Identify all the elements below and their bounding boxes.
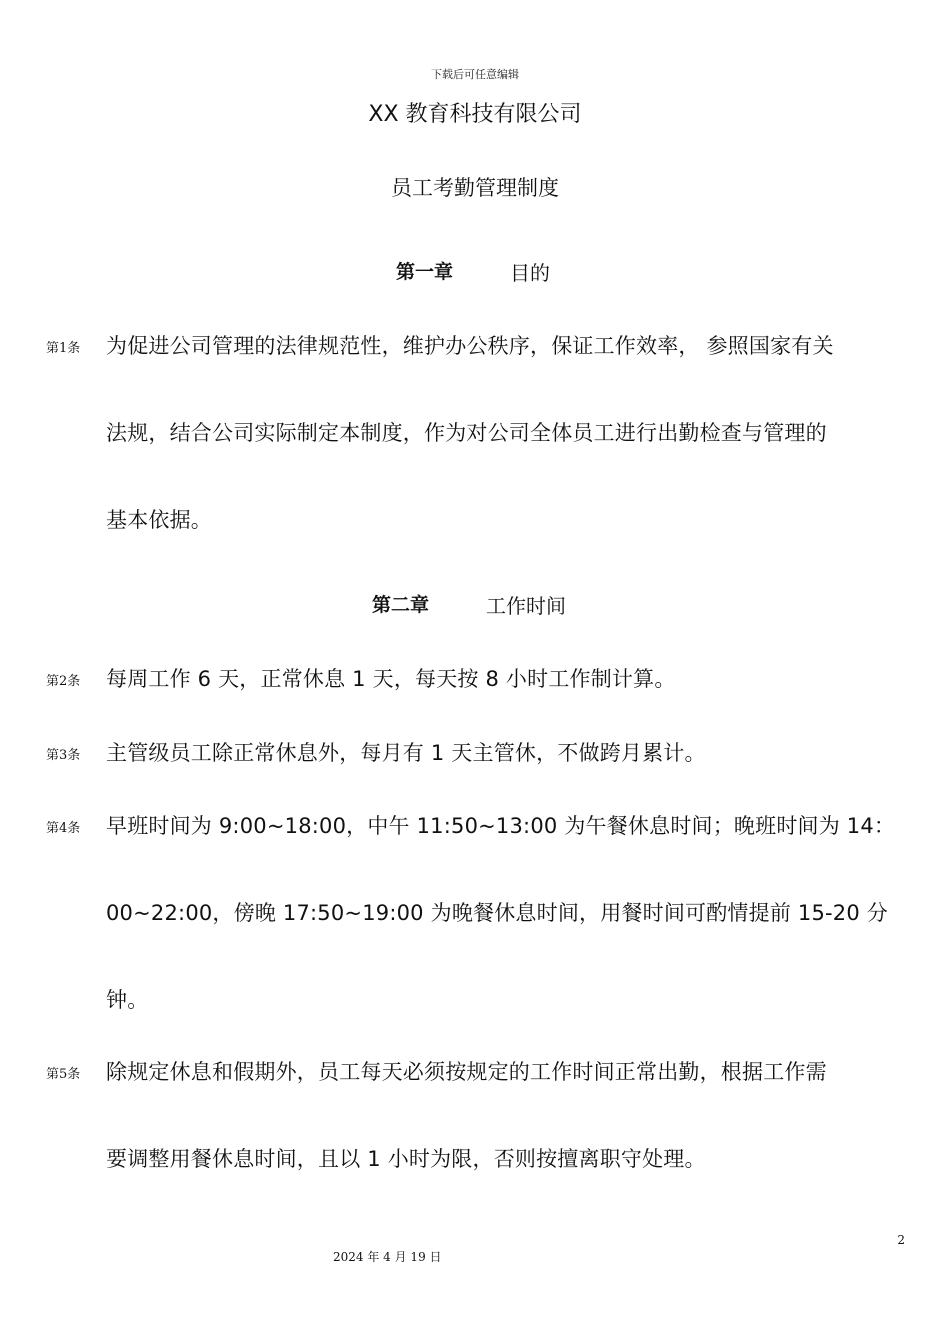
- article-line: 主管级员工除正常休息外，每月有 1 天主管休，不做跨月累计。: [106, 741, 706, 765]
- article-line: 每周工作 6 天，正常休息 1 天，每天按 8 小时工作制计算。: [106, 667, 676, 691]
- chapter-name: 目的: [510, 261, 550, 285]
- article-line: 为促进公司管理的法律规范性，维护办公秩序，保证工作效率， 参照国家有关: [106, 334, 834, 358]
- article-line: 基本依据。: [106, 508, 212, 532]
- document-title: 员工考勤管理制度: [391, 176, 559, 200]
- article-number: 第2条: [46, 674, 81, 689]
- article-line: 00~22:00，傍晚 17:50~19:00 为晚餐休息时间，用餐时间可酌情提前 15-20 分: [106, 901, 888, 925]
- header-note: 下载后可任意编辑: [431, 68, 519, 81]
- article-line: 早班时间为 9:00~18:00，中午 11:50~13:00 为午餐休息时间；晚班时间为 14：: [106, 814, 896, 838]
- article-line: 法规，结合公司实际制定本制度，作为对公司全体员工进行出勤检查与管理的: [106, 421, 827, 445]
- chapter-heading: [372, 590, 566, 618]
- company-name: XX 教育科技有限公司: [368, 102, 582, 127]
- article-number: 第4条: [46, 821, 81, 836]
- article-number: 第1条: [46, 341, 81, 356]
- article-line: 钟。: [106, 988, 149, 1012]
- article-number: 第5条: [46, 1067, 81, 1082]
- footer-date: 2024 年 4 月 19 日: [333, 1250, 442, 1264]
- chapter-number: 第一章: [396, 261, 454, 283]
- article-line: 除规定休息和假期外，员工每天必须按规定的工作时间正常出勤，根据工作需: [106, 1060, 827, 1084]
- article-line: 要调整用餐休息时间，且以 1 小时为限，否则按擅离职守处理。: [106, 1147, 706, 1171]
- page-number: 2: [897, 1233, 905, 1247]
- chapter-name: 工作时间: [486, 594, 566, 618]
- chapter-heading: [396, 257, 550, 285]
- chapter-number: 第二章: [372, 594, 430, 616]
- article-number: 第3条: [46, 748, 81, 763]
